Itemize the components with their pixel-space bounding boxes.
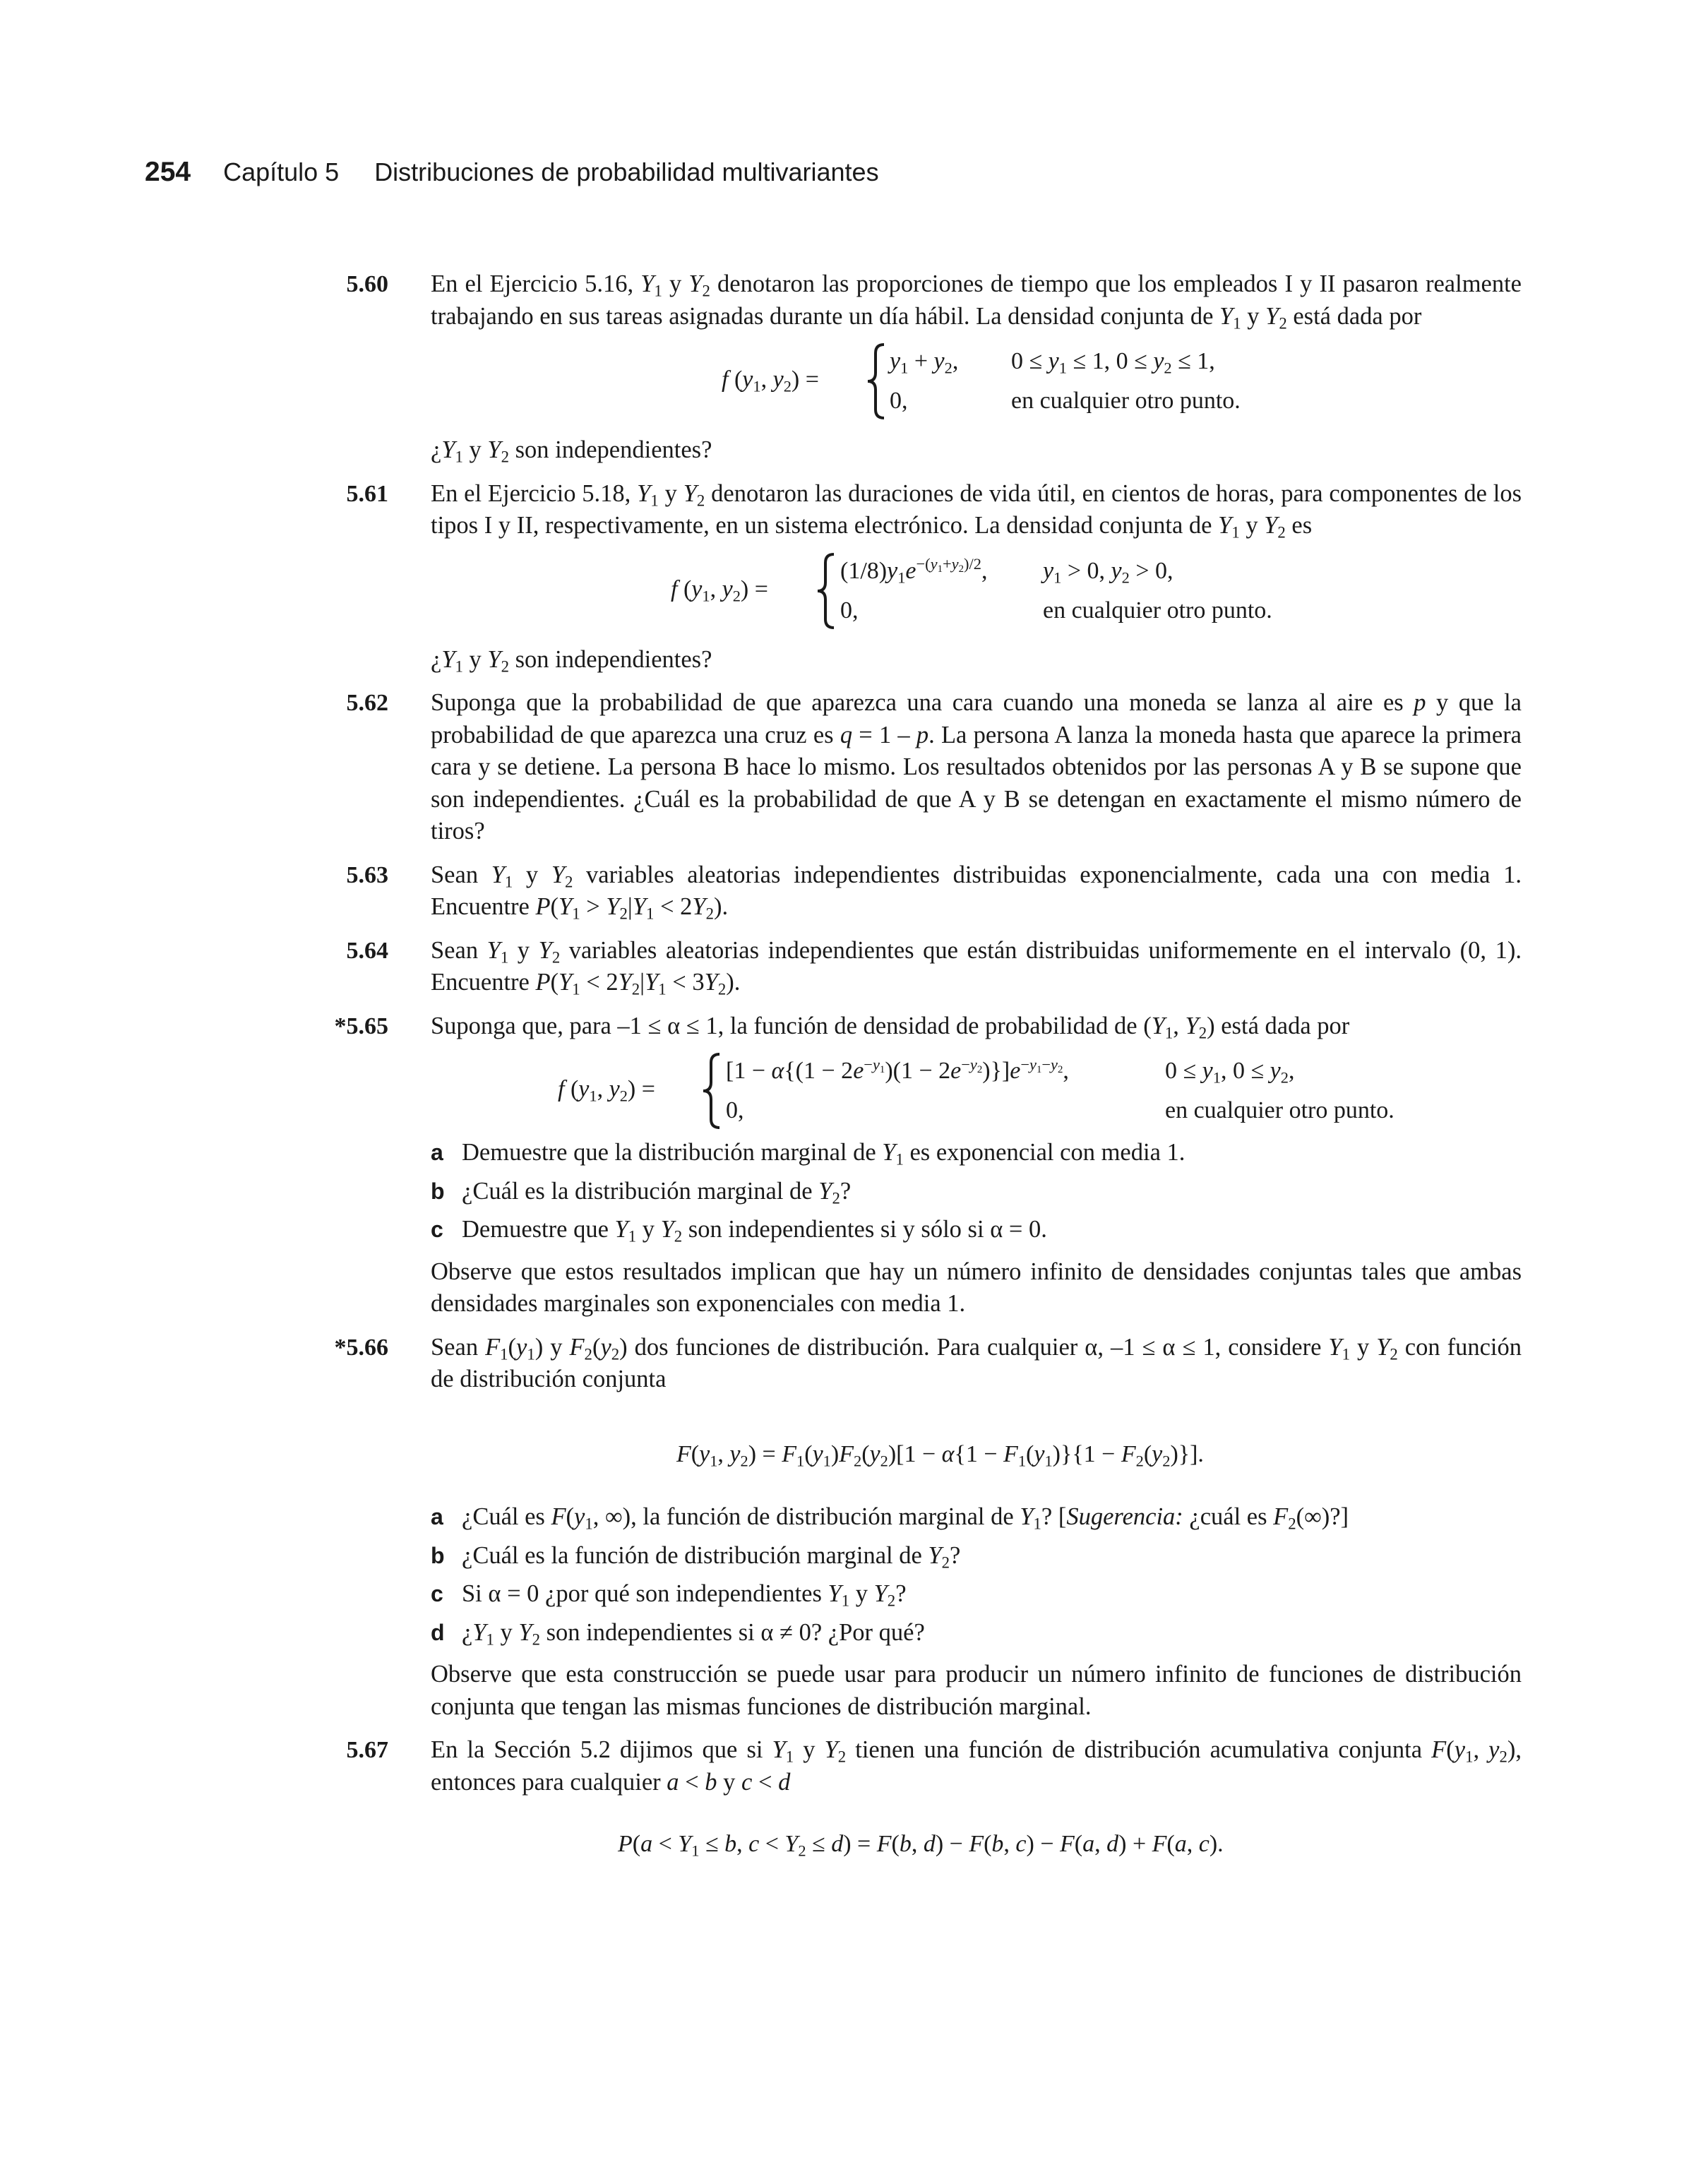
exercise-list: [314, 268, 1522, 1872]
exercise-5-62: [314, 687, 1522, 848]
part-a: a Demuestre que la distribución marginal de $Y_1$ es exponencial con media 1.: [431, 1139, 1186, 1169]
exercise-text: Sean $Y_1$ y $Y_2$ variables aleatorias independientes distribuidas exponencialmente, cada una con media 1. Encuentre $P(Y_1 > Y_2|Y_1 < 2Y_2)$.: [431, 861, 1522, 923]
exercise-text: En la Sección 5.2 dijimos que si $Y_1$ y $Y_2$ tienen una función de distribución acumulativa conjunta $F(y_1$, $y_2$), entonces para cualquier a < b y c < d: [431, 1736, 1522, 1796]
part-c: c Si α = 0 ¿por qué son independientes $Y_1$ y $Y_2$?: [431, 1580, 907, 1610]
exercise-5-60: [314, 268, 1522, 467]
chapter-title: Distribuciones de probabilidad multivariantes: [374, 157, 879, 186]
exercise-5-63: [314, 859, 1522, 924]
density-formula: f ($y_1$, $y_2$) = $y_1 + y_2$, $0 \le y_1 \le 1$, $0 \le y_2 \le 1$, 0, en cualquier otro punto.: [431, 342, 1522, 420]
exercise-number: 5.60: [346, 271, 388, 297]
part-b: b ¿Cuál es la función de distribución marginal de $Y_2$?: [431, 1541, 961, 1571]
exercise-number: *5.65: [334, 1013, 388, 1039]
exercise-number: 5.63: [346, 861, 388, 888]
exercise-parts: [431, 1137, 1522, 1246]
exercise-question: ¿$Y_1$ y $Y_2$ son independientes?: [431, 645, 712, 675]
page-number: 254: [145, 157, 191, 187]
left-brace-icon: [701, 1052, 722, 1130]
exercise-number: 5.67: [346, 1737, 388, 1763]
exercise-5-64: [314, 935, 1522, 999]
part-d: d ¿$Y_1$ y $Y_2$ son independientes si α ≠ 0? ¿Por qué?: [431, 1618, 925, 1648]
exercise-5-67: [314, 1734, 1522, 1861]
exercise-5-66: [314, 1332, 1522, 1724]
exercise-note: Observe que esta construcción se puede usar para producir un número infinito de funciones de distribución conjunta que tengan las mismas funciones de distribución marginal.: [431, 1661, 1522, 1720]
exercise-parts: [431, 1501, 1522, 1649]
exercise-text: En el Ejercicio 5.18, $Y_1$ y $Y_2$ denotaron las duraciones de vida útil, en cientos de horas, para componentes de los tipos I y II, respectivamente, en un sistema electrónico. La densidad conjunta de $Y_1$ y $Y_2$ es: [431, 479, 1522, 542]
exercise-text: Sean $Y_1$ y $Y_2$ variables aleatorias independientes que están distribuidas uniformemente en el intervalo (0, 1). Encuentre $P(Y_1 < 2Y_2|Y_1 < 3Y_2)$.: [431, 936, 1522, 998]
part-a: a ¿Cuál es $F(y_1$, ∞), la función de distribución marginal de $Y_1$? [Sugerencia: ¿cuál es $F_2(\infty)$?]: [431, 1503, 1349, 1533]
part-c: c Demuestre que $Y_1$ y $Y_2$ son independientes si y sólo si α = 0.: [431, 1216, 1047, 1246]
probability-formula: $P(a < Y_1 \le b$, $c < Y_2 \le d) = F(b$, d) − F(b, c) − F(a, d) + F(a, c).: [618, 1831, 1224, 1860]
exercise-text: Suponga que, para –1 ≤ α ≤ 1, la función de densidad de probabilidad de ($Y_1$, $Y_2$) está dada por: [431, 1012, 1350, 1041]
exercise-note: Observe que estos resultados implican que hay un número infinito de densidades conjuntas tales que ambas densidades marginales son exponenciales con media 1.: [431, 1258, 1522, 1317]
joint-cdf-formula: $F(y_1$, $y_2) = F_1(y_1)F_2(y_2)[1 - \alpha\{1 - F_1(y_1)\}\{1 - F_2(y_2)\}]$.: [676, 1440, 1204, 1469]
exercise-question: ¿$Y_1$ y $Y_2$ son independientes?: [431, 436, 712, 466]
running-header: [145, 157, 879, 199]
exercise-5-61: [314, 478, 1522, 676]
density-formula: f ($y_1$, $y_2$) = $[1 - \alpha\{(1 - 2e^{-y_1})(1 - 2e^{-y_2})\}]e^{-y_1-y_2}$, $0 \le y_1$, $0 \le y_2$, 0, en cualquier otro punto.: [431, 1052, 1522, 1130]
left-brace-icon: [816, 552, 837, 630]
density-formula: f ($y_1$, $y_2$) = $(1/8)y_1e^{-(y_1+y_2)/2}$, $y_1 > 0$, $y_2 > 0$, 0, en cualquier otro punto.: [431, 552, 1522, 630]
exercise-number: 5.61: [346, 480, 388, 507]
part-b: b ¿Cuál es la distribución marginal de $Y_2$?: [431, 1177, 852, 1207]
left-brace-icon: [866, 342, 887, 420]
exercise-number: 5.62: [346, 690, 388, 716]
exercise-text: En el Ejercicio 5.16, $Y_1$ y $Y_2$ denotaron las proporciones de tiempo que los empleados I y II pasaron realmente trabajando en sus tareas asignadas durante un día hábil. La densidad conjunta de $Y_1$ y $Y_2$ está dada por: [431, 270, 1522, 332]
chapter-label: Capítulo 5: [223, 157, 340, 186]
exercise-5-65: [314, 1010, 1522, 1320]
exercise-number: 5.64: [346, 937, 388, 964]
exercise-text: Sean $F_1(y_1)$ y $F_2(y_2)$ dos funciones de distribución. Para cualquier α, –1 ≤ α ≤ 1, considere $Y_1$ y $Y_2$ con función de distribución conjunta: [431, 1333, 1522, 1392]
exercise-text: Suponga que la probabilidad de que aparezca una cara cuando una moneda se lanza al aire es p y que la probabilidad de que aparezca una cruz es q = 1 – p. La persona A lanza la moneda hasta que aparece la primera cara y se detiene. La persona B hace lo mismo. Los resultados obtenidos por las personas A y B se supone que son independientes. ¿Cuál es la probabilidad de que A y B se detengan en exactamente el mismo número de tiros?: [431, 689, 1522, 844]
exercise-number: *5.66: [334, 1334, 388, 1361]
